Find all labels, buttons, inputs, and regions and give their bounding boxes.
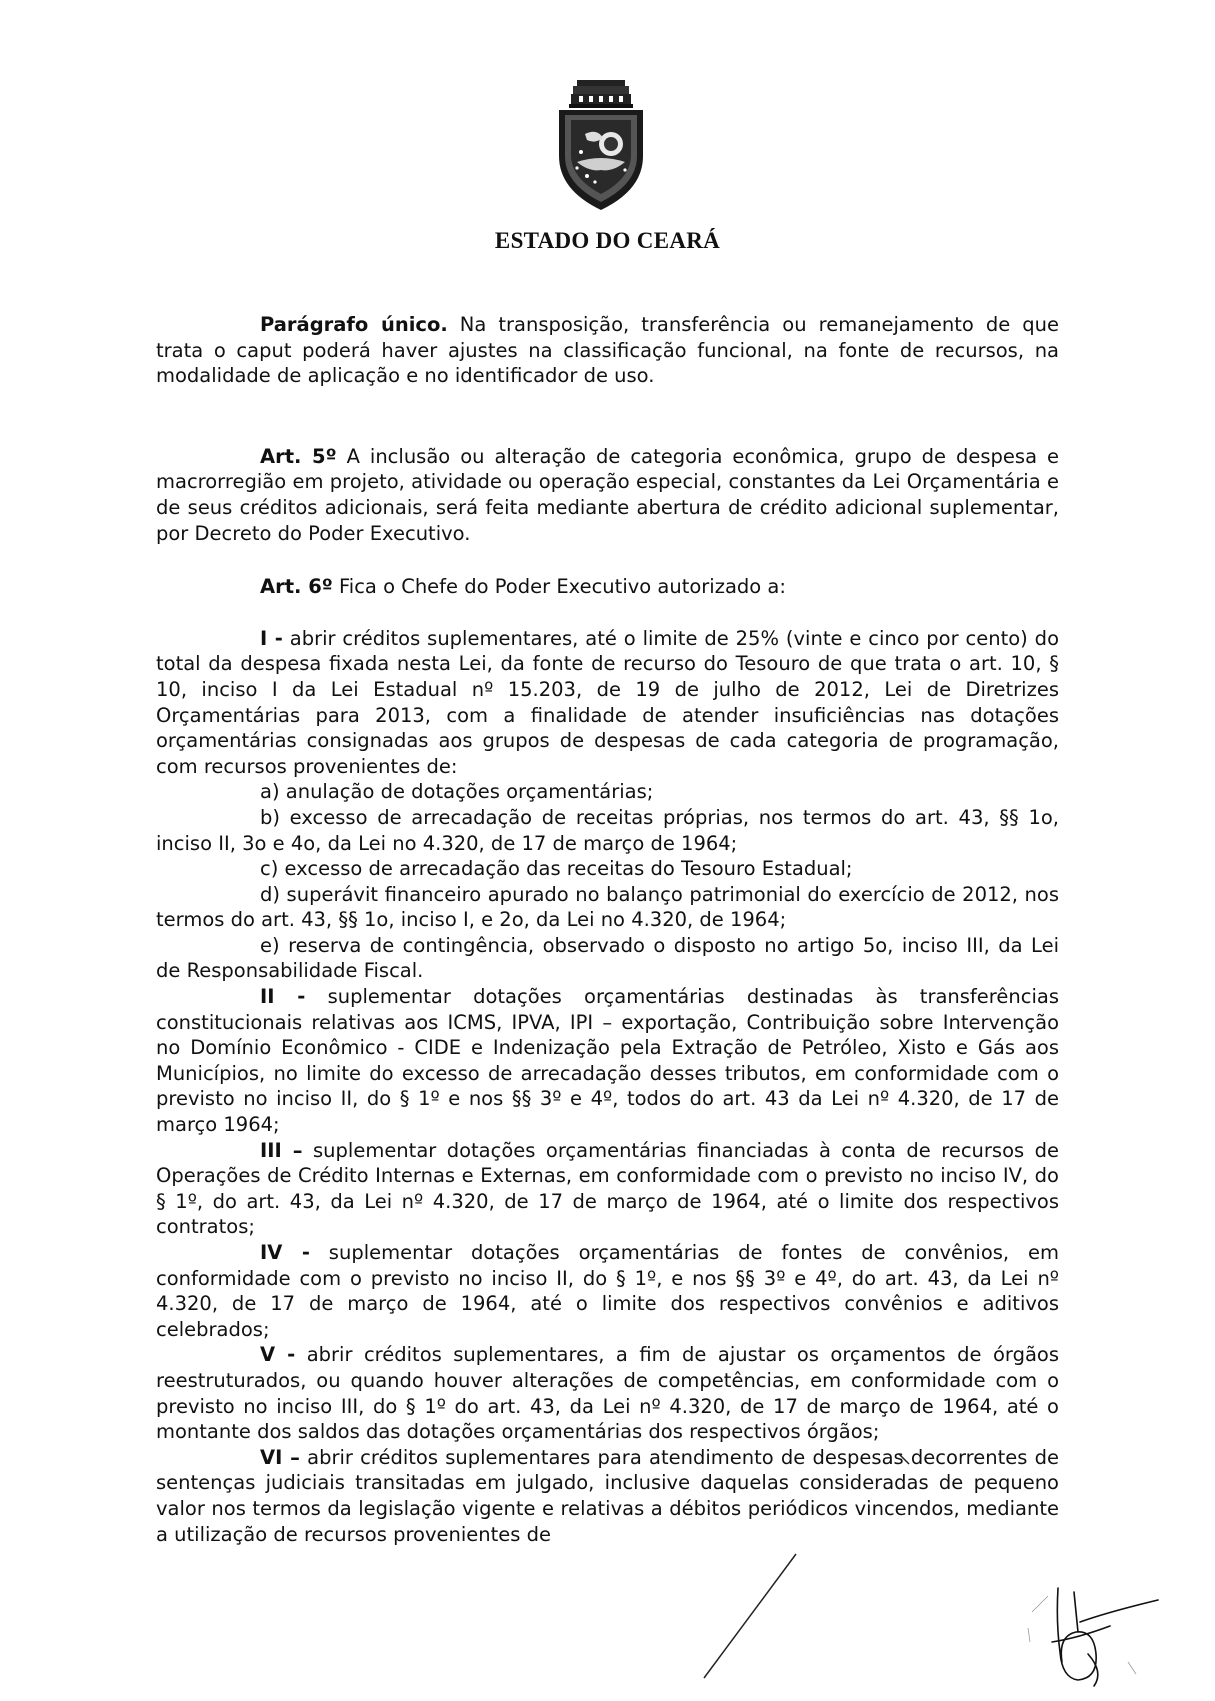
- art-6-text: Fica o Chefe do Poder Executivo autorizado a:: [332, 575, 786, 599]
- inciso-v-text: abrir créditos suplementares, a fim de ajustar os orçamentos de órgãos reestruturados, ou quando houver alterações de competências, em conformidade com o previsto no inciso III, do § 1º do art. 43, da Lei nº 4.320, de 17 de março de 1964, até o montante dos saldos das dotações orçamentárias dos respectivos órgãos;: [156, 1343, 1059, 1444]
- alinea-b: b) excesso de arrecadação de receitas próprias, nos termos do art. 43, §§ 1o, inciso II, 3o e 4o, da Lei no 4.320, de 17 de março de 1964;: [156, 805, 1059, 855]
- document-body: [156, 312, 1059, 1547]
- inciso-iv: [156, 1240, 1059, 1342]
- inciso-i-text: abrir créditos suplementares, até o limite de 25% (vinte e cinco por cento) do total da despesa fixada nesta Lei, da fonte de recurso do Tesouro de que trata o art. 10, § 10, inciso I da Lei Estadual nº 15.203, de 19 de julho de 2012, Lei de Diretrizes Orçamentárias para 2013, com a finalidade de atender insuficiências nas dotações orçamentárias consignadas aos grupos de despesas de cada categoria de programação, com recursos provenientes de:: [156, 626, 1059, 778]
- inciso-vi-text: abrir créditos suplementares para atendimento de despesas decorrentes de sentenças judiciais transitadas em julgado, inclusive daquelas consideradas de pequeno valor nos termos da legislação vigente e relativas a débitos periódicos vincendos, mediante a utilização de recursos provenientes de: [156, 1445, 1059, 1546]
- pen-stroke-icon: [700, 1552, 800, 1682]
- inciso-i-label: I -: [260, 626, 283, 650]
- inciso-iv-label: IV -: [260, 1241, 310, 1264]
- inciso-iii-text: suplementar dotações orçamentárias financiadas à conta de recursos de Operações de Crédito Internas e Externas, em conformidade com o previsto no inciso IV, do § 1º, do art. 43, da Lei nº 4.320, de 17 de março de 1964, até o limite dos respectivos contratos;: [156, 1138, 1059, 1239]
- paragrafo-unico: [156, 312, 1059, 389]
- inciso-i: [156, 626, 1059, 780]
- inciso-v-label: V -: [260, 1343, 296, 1367]
- alinea-a: a) anulação de dotações orçamentárias;: [260, 780, 654, 804]
- alinea-d: d) superávit financeiro apurado no balanço patrimonial do exercício de 2012, nos termos do art. 43, §§ 1o, inciso I, e 2o, da Lei no 4.320, de 1964;: [156, 882, 1059, 932]
- handwritten-initials-icon: [1018, 1582, 1168, 1692]
- state-title: ESTADO DO CEARÁ: [494, 228, 721, 253]
- art-6-label: Art. 6º: [260, 575, 333, 599]
- ceara-coat-of-arms-icon: [547, 78, 655, 213]
- inciso-iii: [156, 1138, 1059, 1240]
- inciso-vi-label: VI –: [260, 1445, 300, 1469]
- art-5-label: Art. 5º: [260, 444, 337, 468]
- paragrafo-unico-text: Na transposição, transferência ou remanejamento de que trata o caput poderá haver ajustes na classificação funcional, na fonte de recursos, na modalidade de aplicação e no identificador de uso.: [156, 313, 1059, 388]
- alinea-e: e) reserva de contingência, observado o disposto no artigo 5o, inciso III, da Lei de Responsabilidade Fiscal.: [156, 933, 1059, 983]
- inciso-iv-text: suplementar dotações orçamentárias de fontes de convênios, em conformidade com o previsto no inciso II, do § 1º, e nos §§ 3º e 4º, do art. 43, da Lei nº 4.320, de 17 de março de 1964, até o limite dos respectivos convênios e aditivos celebrados;: [156, 1241, 1059, 1341]
- alinea-c: c) excesso de arrecadação das receitas do Tesouro Estadual;: [260, 857, 853, 881]
- art-5: [156, 444, 1059, 546]
- inciso-ii-label: II -: [260, 985, 306, 1009]
- inciso-vi: [156, 1445, 1059, 1547]
- paragrafo-unico-label: Parágrafo único.: [260, 313, 448, 336]
- art-5-text: A inclusão ou alteração de categoria econômica, grupo de despesa e macrorregião em projeto, atividade ou operação especial, constantes da Lei Orçamentária e de seus créditos adicionais, será feita mediante abertura de crédito adicional suplementar, por Decreto do Poder Executivo.: [156, 444, 1060, 545]
- pen-tick-mark-icon: [895, 1450, 915, 1470]
- inciso-ii: [156, 984, 1059, 1138]
- art-6: [156, 574, 1059, 600]
- inciso-v: [156, 1342, 1059, 1444]
- inciso-ii-text: suplementar dotações orçamentárias destinadas às transferências constitucionais relativas aos ICMS, IPVA, IPI – exportação, Contribuição sobre Intervenção no Domínio Econômico - CIDE e Indenização pela Extração de Petróleo, Xisto e Gás aos Municípios, no limite do excesso de arrecadação desses tributos, em conformidade com o previsto no inciso II, do § 1º e nos §§ 3º e 4º, todos do art. 43 da Lei nº 4.320, de 17 de março 1964;: [156, 985, 1059, 1137]
- inciso-iii-label: III –: [260, 1138, 303, 1162]
